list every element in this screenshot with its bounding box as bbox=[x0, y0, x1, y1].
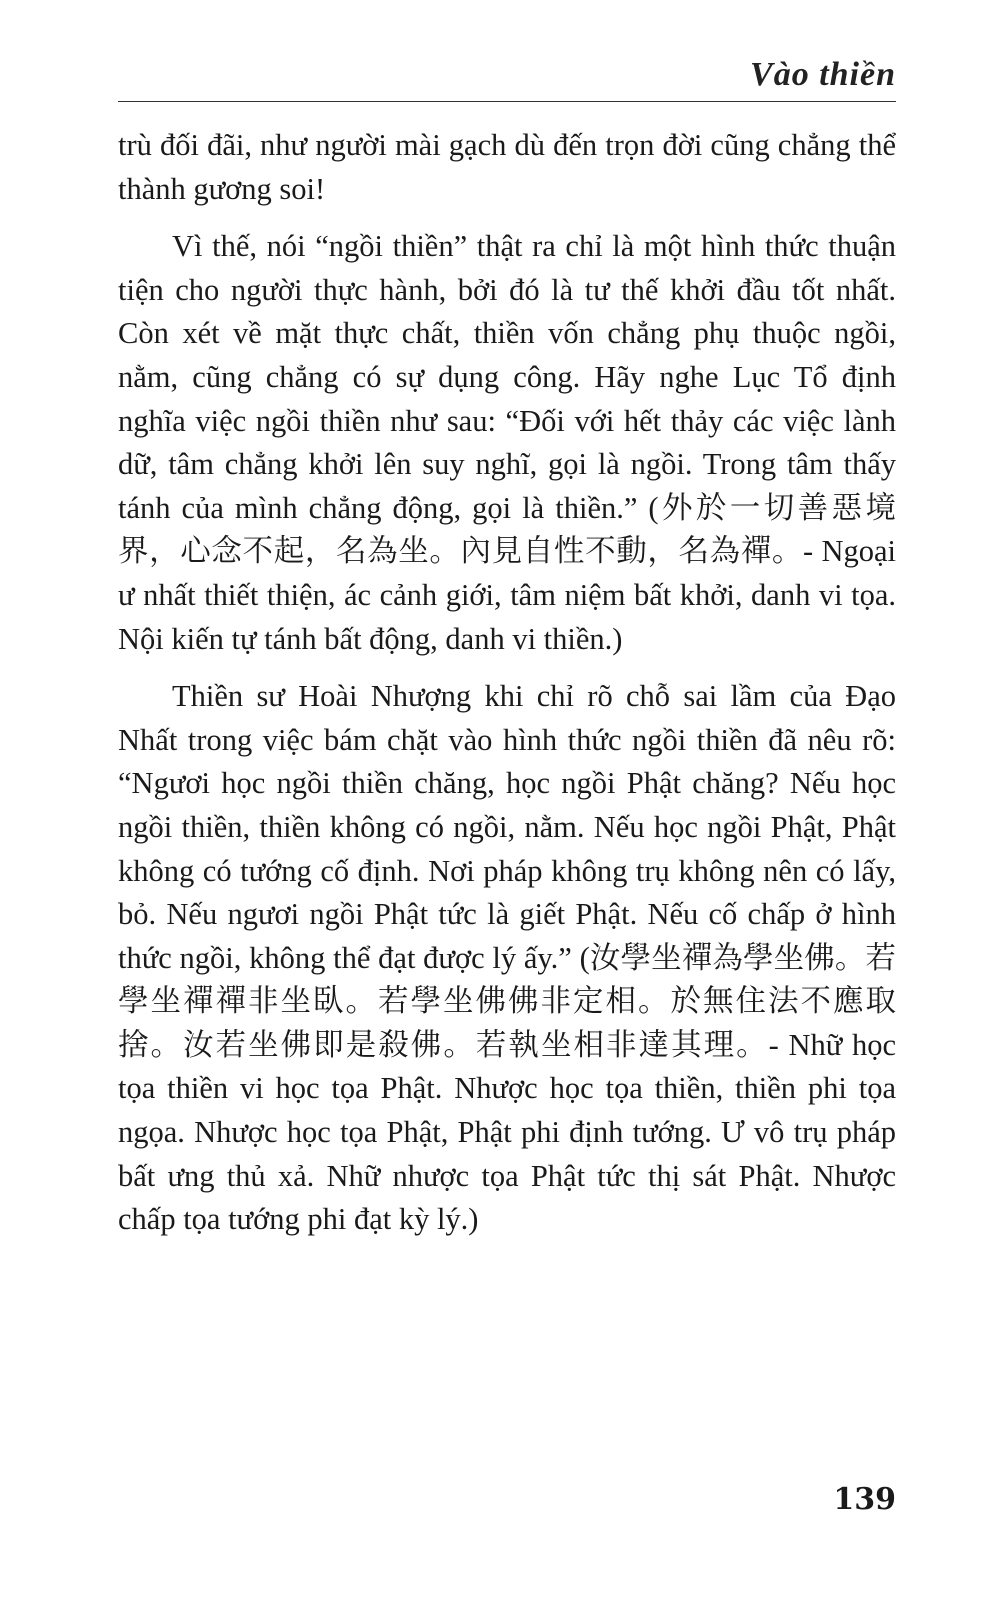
page-number: 139 bbox=[833, 1482, 896, 1517]
body-text bbox=[118, 124, 896, 1256]
running-header-title: Vào thiền bbox=[750, 56, 896, 93]
book-page bbox=[118, 0, 896, 1600]
paragraph-sitting-meditation-definition: Vì thế, nói “ngồi thiền” thật ra chỉ là một hình thức thuận tiện cho người thực hành, bởi đó là tư thế khởi đầu tốt nhất. Còn xét về mặt thực chất, thiền vốn chẳng phụ thuộc ngồi, nằm, cũng chẳng có sự dụng công. Hãy nghe Lục Tổ định nghĩa việc ngồi thiền như sau: “Đối với hết thảy các việc lành dữ, tâm chẳng khởi lên suy nghĩ, gọi là ngồi. Trong tâm thấy tánh của mình chẳng động, gọi là thiền.” (外於一切善惡境界，心念不起，名為坐。內見自性不動，名為禪。- Ngoại ư nhất thiết thiện, ác cảnh giới, tâm niệm bất khởi, danh vi tọa. Nội kiến tự tánh bất động, danh vi thiền.) bbox=[118, 229, 896, 656]
paragraph-continuation: trù đối đãi, như người mài gạch dù đến trọn đời cũng chẳng thể thành gương soi! bbox=[118, 128, 896, 206]
paragraph-hoai-nhuong-teaching: Thiền sư Hoài Nhượng khi chỉ rõ chỗ sai lầm của Đạo Nhất trong việc bám chặt vào hình thức ngồi thiền đã nêu rõ: “Ngươi học ngồi thiền chăng, học ngồi Phật chăng? Nếu học ngồi thiền, thiền không có ngồi, nằm. Nếu học ngồi Phật, Phật không có tướng cố định. Nơi pháp không trụ không nên có lấy, bỏ. Nếu ngươi ngồi Phật tức là giết Phật. Nếu cố chấp ở hình thức ngồi, không thể đạt được lý ấy.” (汝學坐禪為學坐佛。若學坐禪禪非坐臥。若學坐佛佛非定相。於無住法不應取捨。汝若坐佛即是殺佛。若執坐相非達其理。- Nhữ học tọa thiền vi học tọa Phật. Nhược học tọa thiền, thiền phi tọa ngọa. Nhược học tọa Phật, Phật phi định tướng. Ư vô trụ pháp bất ưng thủ xả. Nhữ nhược tọa Phật tức thị sát Phật. Nhược chấp tọa tướng phi đạt kỳ lý.) bbox=[118, 679, 896, 1237]
header-rule bbox=[118, 101, 896, 102]
